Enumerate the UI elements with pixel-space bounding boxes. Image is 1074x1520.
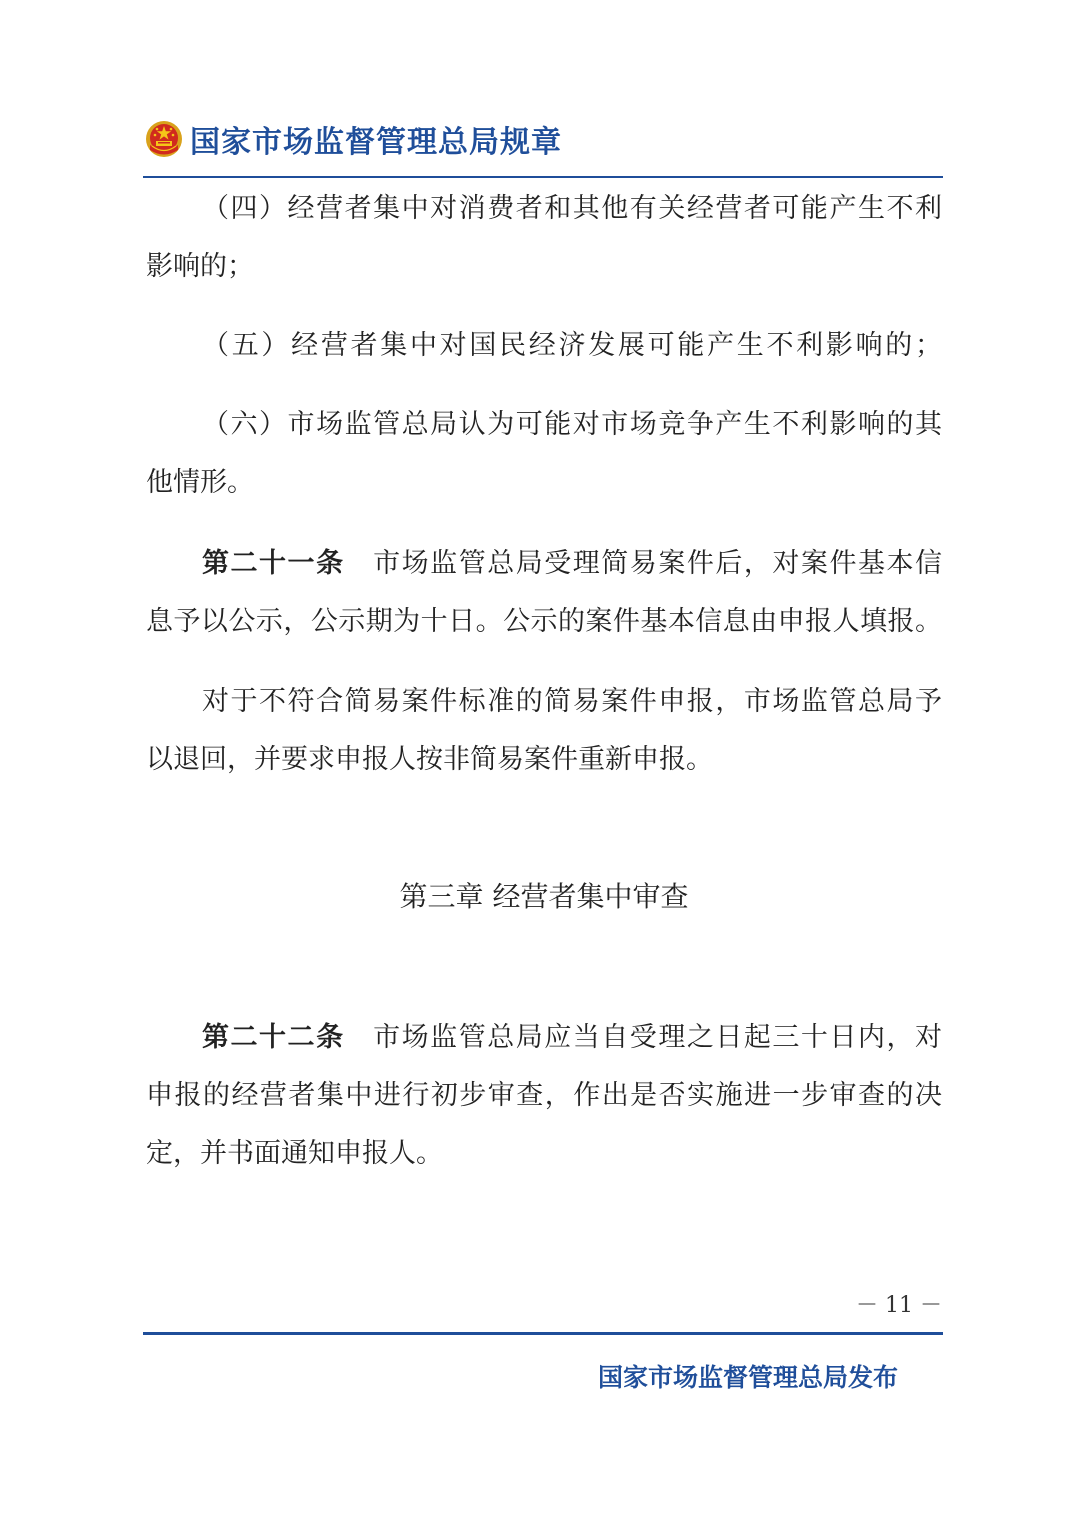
article-22-line-1 [146, 1009, 942, 1067]
article-21-line-1-text: 市场监管总局受理简易案件后，对案件基本信 [344, 548, 943, 579]
chapter-3-heading: 第三章 经营者集中审查 [399, 880, 689, 913]
footer-publisher: 国家市场监督管理总局发布 [597, 1363, 898, 1392]
header-divider [143, 176, 943, 178]
item-4-paragraph [146, 180, 942, 296]
page-header [144, 114, 944, 164]
item-4-line-1: （四）经营者集中对消费者和其他有关经营者可能产生不利 [202, 193, 942, 224]
footer-divider [143, 1332, 943, 1335]
item-6-line-1: （六）市场监管总局认为可能对市场竞争产生不利影响的其 [202, 409, 942, 440]
article-22-label: 第二十二条 [202, 1022, 345, 1053]
item-6-line-2: 他情形。 [146, 467, 254, 498]
article-21-p2-line-2: 以退回，并要求申报人按非简易案件重新申报。 [146, 744, 713, 775]
item-4-line-2: 影响的； [146, 251, 254, 282]
article-21-p2-line-1: 对于不符合简易案件标准的简易案件申报，市场监管总局予 [202, 686, 942, 717]
article-21-line-2: 息予以公示，公示期为十日。公示的案件基本信息由申报人填报。 [146, 606, 942, 637]
article-22-line-2: 申报的经营者集中进行初步审查，作出是否实施进一步审查的决 [146, 1080, 942, 1111]
article-21-label: 第二十一条 [202, 548, 345, 579]
article-21-line-1 [146, 535, 942, 593]
header-title: 国家市场监督管理总局规章 [190, 125, 562, 160]
national-emblem-icon [144, 119, 184, 159]
article-22-line-3: 定，并书面通知申报人。 [146, 1138, 443, 1169]
page-number: － 11 － [856, 1293, 942, 1318]
article-22-paragraph [146, 1009, 942, 1183]
article-21-paragraph-2 [146, 673, 942, 789]
item-5-line-1: （五）经营者集中对国民经济发展可能产生不利影响的； [202, 330, 942, 361]
item-6-paragraph [146, 396, 942, 512]
item-5-paragraph [146, 317, 942, 375]
article-22-line-1-text: 市场监管总局应当自受理之日起三十日内，对 [344, 1022, 943, 1053]
article-21-paragraph [146, 535, 942, 651]
